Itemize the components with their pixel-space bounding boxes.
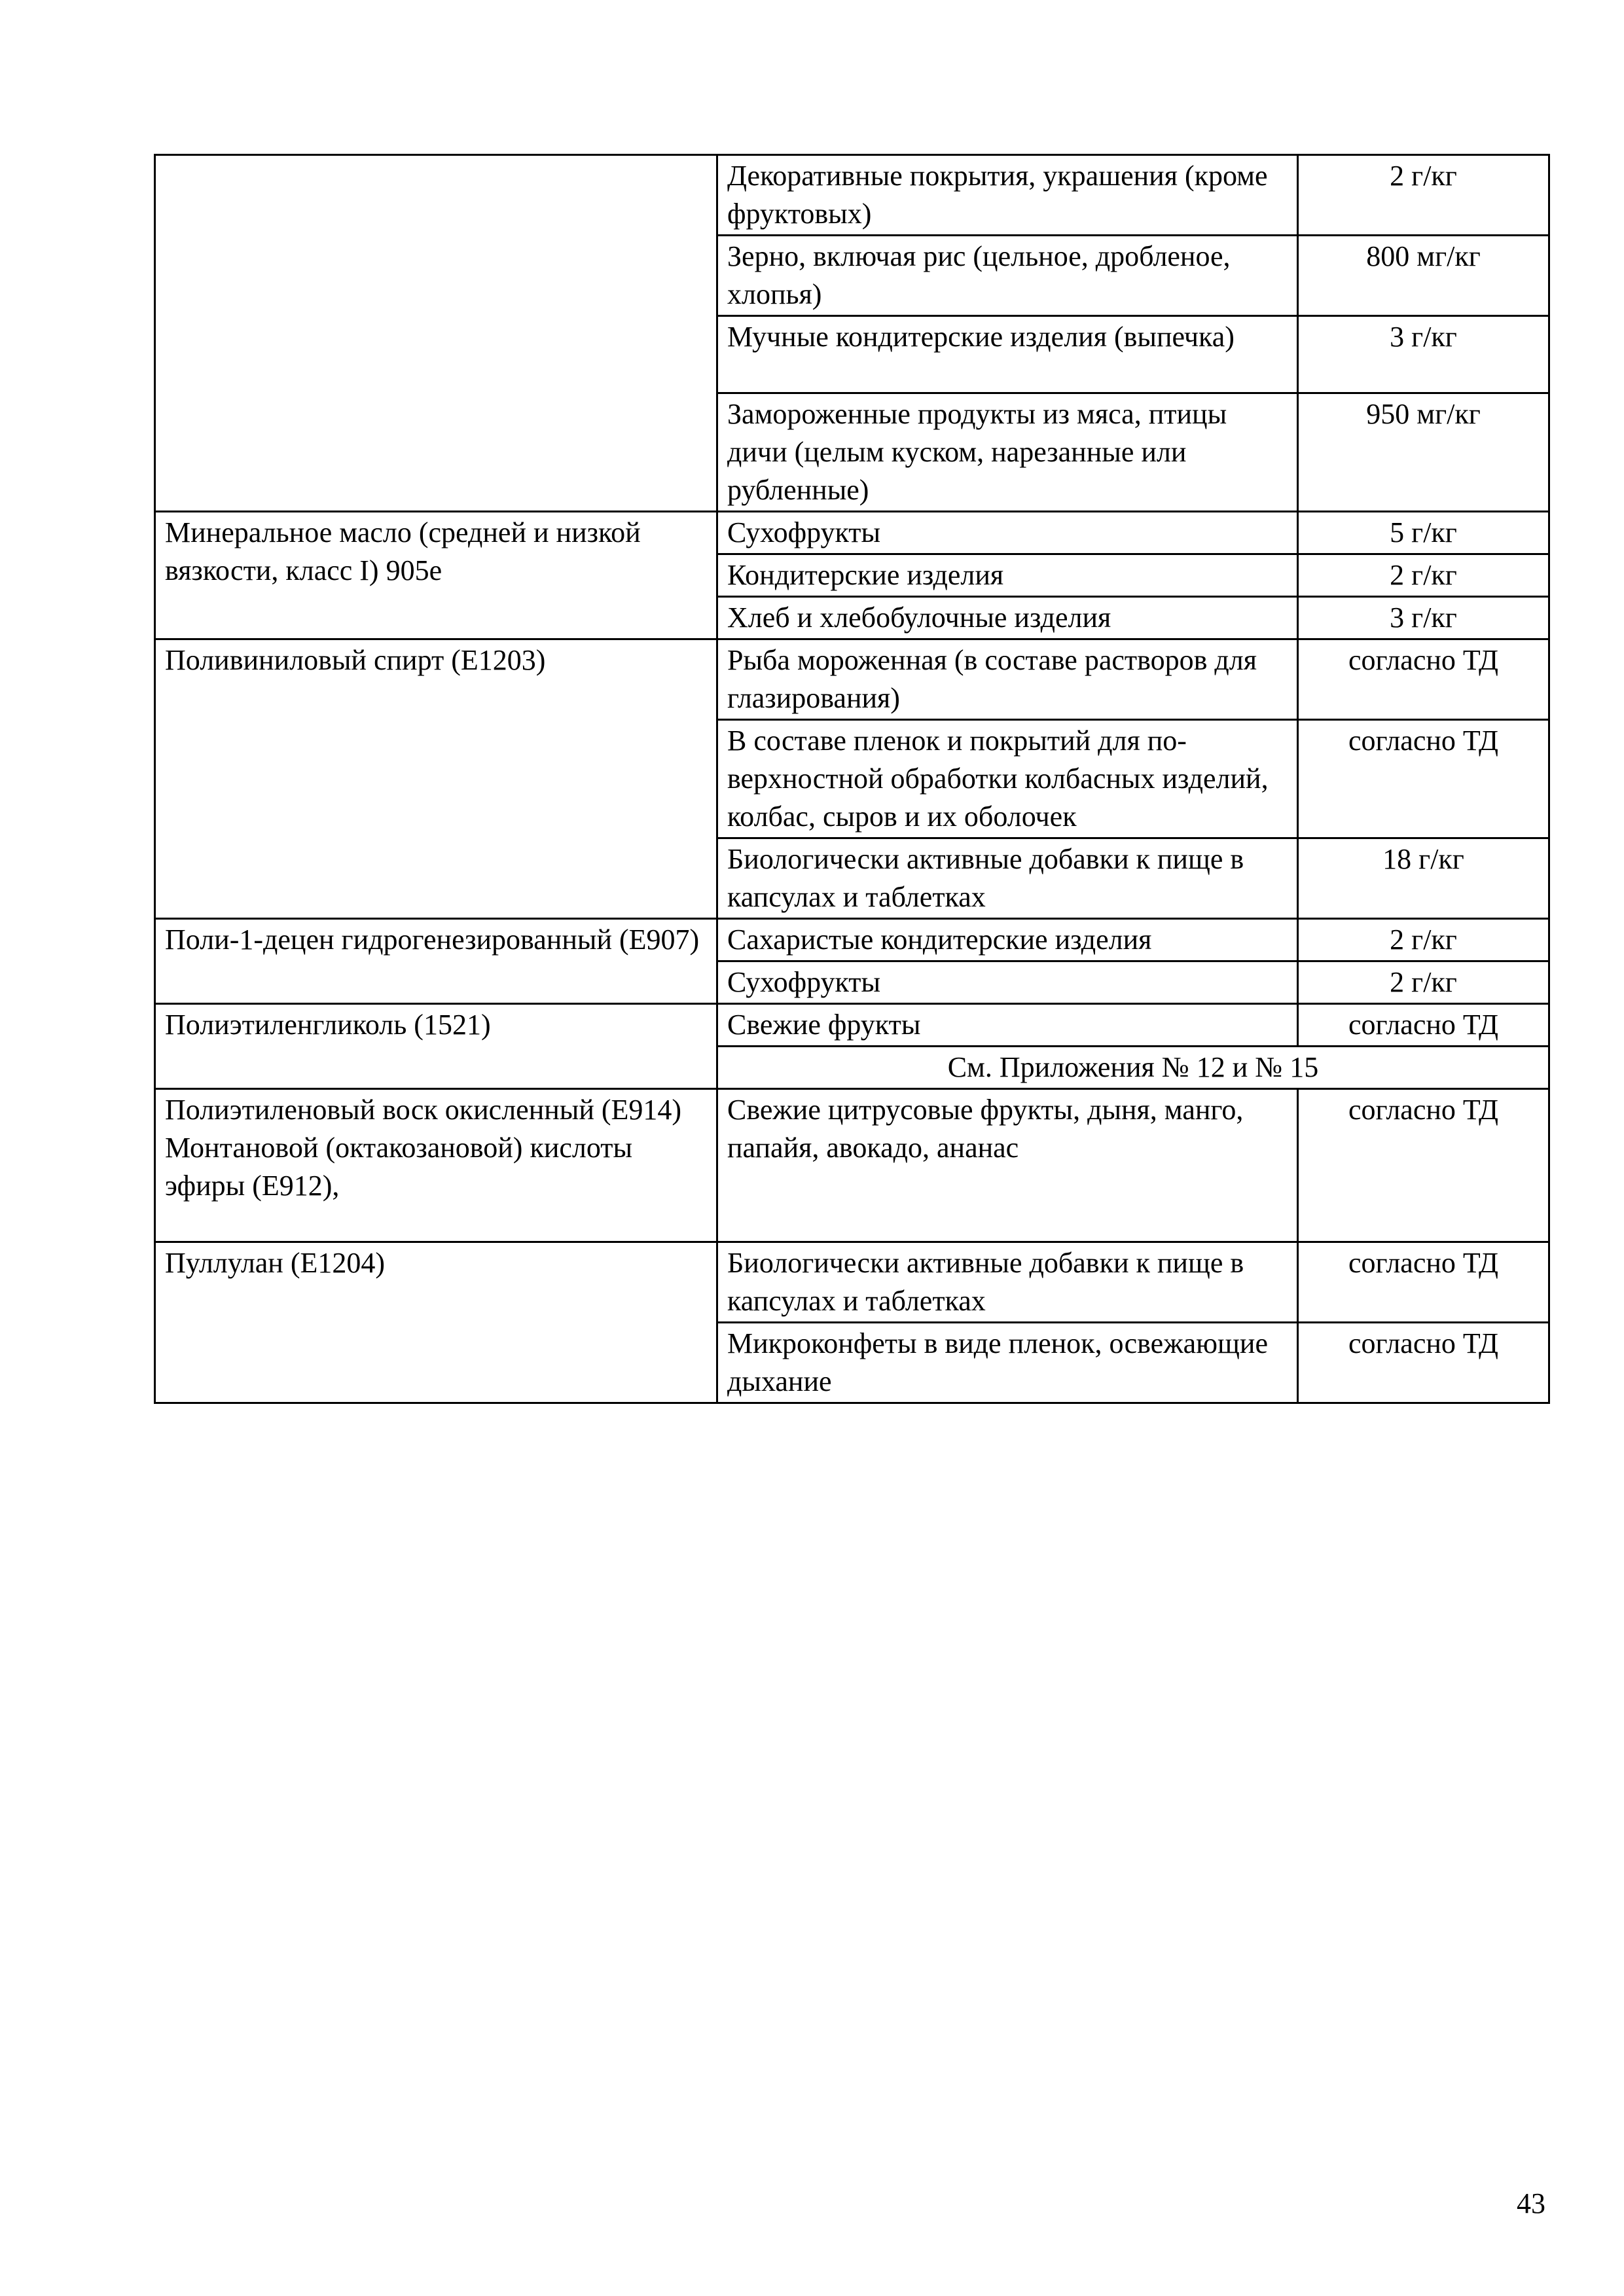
product-cell: Замороженные продукты из мяса, птицы дичи (целым куском, нарезанные или рубленные) [717,393,1298,512]
product-cell: Свежие фрукты [717,1004,1298,1047]
level-cell: 5 г/кг [1298,512,1549,554]
table-row [155,1004,1549,1047]
level-cell: 2 г/кг [1298,961,1549,1004]
product-cell: В составе пленок и покрытий для поверхностной обработки колбасных изделий, колбас, сыров и их оболочек [717,720,1298,838]
level-cell: 950 мг/кг [1298,393,1549,512]
product-cell: Сахаристые кондитерские изделия [717,919,1298,961]
level-cell: 18 г/кг [1298,838,1549,919]
product-cell: Микроконфеты в виде пленок, освежающие дыхание [717,1323,1298,1403]
additive-cell: Минеральное масло (средней и низкой вязкости, класс I) 905е [155,512,717,639]
level-cell: согласно ТД [1298,1323,1549,1403]
level-cell: 2 г/кг [1298,155,1549,236]
product-cell: Зерно, включая рис (цельное, дробленое, хлопья) [717,236,1298,316]
food-additives-table [154,154,1550,1404]
level-cell: 800 мг/кг [1298,236,1549,316]
page-number: 43 [1517,2187,1545,2219]
level-cell: согласно ТД [1298,720,1549,838]
product-cell: Сухофрукты [717,961,1298,1004]
additive-cell: Полиэтиленгликоль (1521) [155,1004,717,1089]
table-row [155,639,1549,720]
product-cell: Хлеб и хлебобулочные изделия [717,597,1298,639]
product-cell: Свежие цитрусовые фрукты, дыня, манго, папайя, авокадо, ананас [717,1089,1298,1242]
additive-cell: Пуллулан (Е1204) [155,1242,717,1403]
level-cell: 3 г/кг [1298,316,1549,393]
level-cell: 2 г/кг [1298,919,1549,961]
table-row [155,919,1549,961]
additive-name-line: Монтановой (октакозановой) кислоты эфиры (Е912), [165,1132,633,1202]
table-row [155,1242,1549,1323]
table-row [155,155,1549,236]
level-cell: 3 г/кг [1298,597,1549,639]
additive-name-line: Полиэтиленовый воск окисленный (Е914) [165,1094,682,1126]
additive-cell [155,1089,717,1242]
product-cell: Биологически активные добавки к пище в капсулах и таблетках [717,838,1298,919]
level-cell: согласно ТД [1298,1242,1549,1323]
table-row [155,1089,1549,1242]
level-cell: согласно ТД [1298,1004,1549,1047]
additive-cell: Поливиниловый спирт (Е1203) [155,639,717,919]
product-cell: Кондитерские изделия [717,554,1298,597]
table-row [155,512,1549,554]
level-cell: согласно ТД [1298,639,1549,720]
product-cell: Декоративные покрытия, украшения (кроме фруктовых) [717,155,1298,236]
additive-cell: Поли-1-децен гидрогенезированный (Е907) [155,919,717,1004]
level-cell: 2 г/кг [1298,554,1549,597]
product-cell: Биологически активные добавки к пище в капсулах и таблетках [717,1242,1298,1323]
product-cell: Мучные кондитерские изделия (выпечка) [717,316,1298,393]
level-cell: согласно ТД [1298,1089,1549,1242]
product-cell: Рыба мороженная (в составе растворов для глазирования) [717,639,1298,720]
product-cell: Сухофрукты [717,512,1298,554]
appendix-reference-cell: См. Приложения № 12 и № 15 [717,1047,1549,1089]
additive-cell [155,155,717,512]
